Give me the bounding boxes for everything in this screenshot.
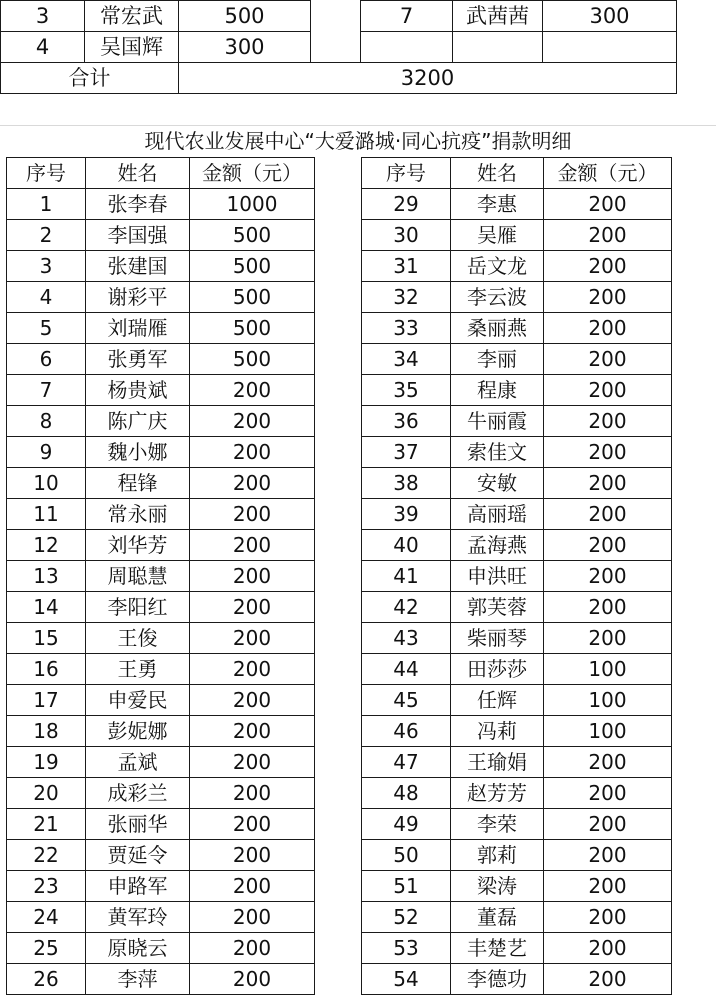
table-row xyxy=(7,716,315,747)
serial-number-cell: 2 xyxy=(7,220,86,251)
serial-number-cell: 34 xyxy=(362,344,451,375)
serial-number-cell: 39 xyxy=(362,499,451,530)
name-cell: 申爱民 xyxy=(86,685,190,716)
serial-number-cell: 6 xyxy=(7,344,86,375)
table-row xyxy=(7,189,315,220)
column-header: 序号 xyxy=(362,158,451,189)
name-cell: 李丽 xyxy=(451,344,544,375)
donation-table-left xyxy=(6,157,315,995)
name-cell: 武茜茜 xyxy=(453,1,543,32)
serial-number-cell: 32 xyxy=(362,282,451,313)
serial-number-cell: 42 xyxy=(362,592,451,623)
serial-number-cell: 41 xyxy=(362,561,451,592)
serial-number-cell: 15 xyxy=(7,623,86,654)
table-row xyxy=(7,499,315,530)
column-header: 姓名 xyxy=(86,158,190,189)
table-row xyxy=(362,964,672,995)
amount-cell: 200 xyxy=(544,406,672,437)
table-row xyxy=(362,499,672,530)
amount-cell: 200 xyxy=(190,375,315,406)
amount-cell: 100 xyxy=(544,685,672,716)
amount-cell: 200 xyxy=(544,964,672,995)
previous-donation-table xyxy=(0,0,677,94)
table-row xyxy=(7,220,315,251)
table-row xyxy=(7,809,315,840)
amount-cell: 500 xyxy=(190,220,315,251)
serial-number-cell: 51 xyxy=(362,871,451,902)
serial-number-cell: 4 xyxy=(1,32,85,63)
serial-number-cell: 25 xyxy=(7,933,86,964)
serial-number-cell: 5 xyxy=(7,313,86,344)
amount-cell: 200 xyxy=(544,375,672,406)
amount-cell: 200 xyxy=(544,468,672,499)
name-cell: 常永丽 xyxy=(86,499,190,530)
table-row xyxy=(362,747,672,778)
name-cell: 谢彩平 xyxy=(86,282,190,313)
amount-cell: 200 xyxy=(190,933,315,964)
amount-cell: 200 xyxy=(544,189,672,220)
name-cell: 郭莉 xyxy=(451,840,544,871)
serial-number-cell: 17 xyxy=(7,685,86,716)
name-cell: 柴丽琴 xyxy=(451,623,544,654)
serial-number-cell: 35 xyxy=(362,375,451,406)
table-row xyxy=(7,406,315,437)
name-cell: 申路军 xyxy=(86,871,190,902)
table-row xyxy=(7,964,315,995)
table-row xyxy=(7,313,315,344)
name-cell: 黄军玲 xyxy=(86,902,190,933)
name-cell: 张建国 xyxy=(86,251,190,282)
column-header: 序号 xyxy=(7,158,86,189)
serial-number-cell: 18 xyxy=(7,716,86,747)
header-row xyxy=(362,158,672,189)
name-cell: 周聪慧 xyxy=(86,561,190,592)
name-cell: 张李春 xyxy=(86,189,190,220)
name-cell: 任辉 xyxy=(451,685,544,716)
amount-cell: 200 xyxy=(190,871,315,902)
serial-number-cell: 26 xyxy=(7,964,86,995)
amount-cell: 200 xyxy=(544,623,672,654)
table-row xyxy=(7,778,315,809)
name-cell: 程锋 xyxy=(86,468,190,499)
name-cell: 刘瑞雁 xyxy=(86,313,190,344)
table-row xyxy=(7,747,315,778)
table-row xyxy=(362,375,672,406)
table-row xyxy=(362,871,672,902)
total-value: 3200 xyxy=(179,63,677,94)
name-cell: 李惠 xyxy=(451,189,544,220)
table-row xyxy=(7,282,315,313)
name-cell: 彭妮娜 xyxy=(86,716,190,747)
serial-number-cell: 23 xyxy=(7,871,86,902)
name-cell: 孟海燕 xyxy=(451,530,544,561)
serial-number-cell: 31 xyxy=(362,251,451,282)
name-cell: 桑丽燕 xyxy=(451,313,544,344)
serial-number-cell: 33 xyxy=(362,313,451,344)
table-row xyxy=(362,716,672,747)
table-row xyxy=(362,406,672,437)
table-row xyxy=(362,189,672,220)
amount-cell: 200 xyxy=(190,437,315,468)
amount-cell: 200 xyxy=(190,747,315,778)
amount-cell: 200 xyxy=(544,902,672,933)
column-header: 金额（元） xyxy=(190,158,315,189)
amount-cell: 300 xyxy=(543,1,677,32)
amount-cell: 500 xyxy=(190,313,315,344)
table-row xyxy=(362,220,672,251)
serial-number-cell: 3 xyxy=(1,1,85,32)
name-cell: 高丽瑶 xyxy=(451,499,544,530)
name-cell: 陈广庆 xyxy=(86,406,190,437)
serial-number-cell: 45 xyxy=(362,685,451,716)
serial-number-cell: 49 xyxy=(362,809,451,840)
amount-cell: 500 xyxy=(179,1,311,32)
serial-number-cell: 7 xyxy=(361,1,453,32)
serial-number-cell: 29 xyxy=(362,189,451,220)
table-row xyxy=(362,251,672,282)
table-row xyxy=(362,840,672,871)
serial-number-cell: 20 xyxy=(7,778,86,809)
amount-cell: 200 xyxy=(544,809,672,840)
table-row xyxy=(362,282,672,313)
name-cell: 王俊 xyxy=(86,623,190,654)
amount-cell: 500 xyxy=(190,282,315,313)
name-cell: 赵芳芳 xyxy=(451,778,544,809)
amount-cell: 200 xyxy=(544,530,672,561)
serial-number-cell: 4 xyxy=(7,282,86,313)
serial-number-cell: 19 xyxy=(7,747,86,778)
amount-cell: 200 xyxy=(190,654,315,685)
serial-number-cell: 13 xyxy=(7,561,86,592)
amount-cell: 200 xyxy=(190,406,315,437)
amount-cell: 200 xyxy=(190,561,315,592)
amount-cell: 300 xyxy=(179,32,311,63)
serial-number-cell: 1 xyxy=(7,189,86,220)
table-row xyxy=(362,809,672,840)
name-cell: 魏小娜 xyxy=(86,437,190,468)
amount-cell: 200 xyxy=(190,592,315,623)
amount-cell: 200 xyxy=(544,313,672,344)
serial-number-cell: 52 xyxy=(362,902,451,933)
amount-cell: 500 xyxy=(190,251,315,282)
name-cell: 王勇 xyxy=(86,654,190,685)
total-row xyxy=(1,63,677,94)
serial-number-cell: 50 xyxy=(362,840,451,871)
table-row xyxy=(7,933,315,964)
table-row xyxy=(362,437,672,468)
serial-number-cell: 37 xyxy=(362,437,451,468)
column-header: 姓名 xyxy=(451,158,544,189)
serial-number-cell: 16 xyxy=(7,654,86,685)
name-cell: 成彩兰 xyxy=(86,778,190,809)
serial-number-cell: 14 xyxy=(7,592,86,623)
amount-cell: 100 xyxy=(544,654,672,685)
amount-cell: 200 xyxy=(190,499,315,530)
amount-cell: 500 xyxy=(190,344,315,375)
name-cell: 梁涛 xyxy=(451,871,544,902)
amount-cell: 200 xyxy=(190,468,315,499)
amount-cell: 200 xyxy=(544,437,672,468)
empty-grid-row xyxy=(0,95,716,126)
name-cell: 张丽华 xyxy=(86,809,190,840)
name-cell: 田莎莎 xyxy=(451,654,544,685)
serial-number-cell: 22 xyxy=(7,840,86,871)
table-row xyxy=(7,871,315,902)
amount-cell: 200 xyxy=(544,344,672,375)
table-row xyxy=(1,32,677,63)
table-row xyxy=(362,623,672,654)
amount-cell: 200 xyxy=(190,530,315,561)
table-row xyxy=(362,685,672,716)
name-cell: 牛丽霞 xyxy=(451,406,544,437)
name-cell: 安敏 xyxy=(451,468,544,499)
table-row xyxy=(362,468,672,499)
table-row xyxy=(7,344,315,375)
serial-number-cell: 9 xyxy=(7,437,86,468)
amount-cell xyxy=(543,32,677,63)
serial-number-cell: 46 xyxy=(362,716,451,747)
amount-cell: 200 xyxy=(190,716,315,747)
amount-cell: 1000 xyxy=(190,189,315,220)
serial-number-cell: 12 xyxy=(7,530,86,561)
table-row xyxy=(362,902,672,933)
serial-number-cell xyxy=(361,32,453,63)
serial-number-cell: 38 xyxy=(362,468,451,499)
serial-number-cell: 54 xyxy=(362,964,451,995)
amount-cell: 100 xyxy=(544,716,672,747)
table-row xyxy=(7,685,315,716)
table-row xyxy=(362,654,672,685)
name-cell: 郭芙蓉 xyxy=(451,592,544,623)
table-row xyxy=(362,933,672,964)
amount-cell: 200 xyxy=(544,933,672,964)
table-row xyxy=(1,1,677,32)
serial-number-cell: 48 xyxy=(362,778,451,809)
amount-cell: 200 xyxy=(544,778,672,809)
serial-number-cell: 3 xyxy=(7,251,86,282)
amount-cell: 200 xyxy=(544,282,672,313)
name-cell: 常宏武 xyxy=(85,1,179,32)
table-row xyxy=(7,561,315,592)
amount-cell: 200 xyxy=(544,561,672,592)
name-cell: 申洪旺 xyxy=(451,561,544,592)
serial-number-cell: 53 xyxy=(362,933,451,964)
name-cell: 程康 xyxy=(451,375,544,406)
name-cell: 王瑜娟 xyxy=(451,747,544,778)
table-row xyxy=(7,902,315,933)
amount-cell: 200 xyxy=(544,251,672,282)
serial-number-cell: 8 xyxy=(7,406,86,437)
table-row xyxy=(7,468,315,499)
amount-cell: 200 xyxy=(190,964,315,995)
amount-cell: 200 xyxy=(544,840,672,871)
amount-cell: 200 xyxy=(190,685,315,716)
serial-number-cell: 40 xyxy=(362,530,451,561)
table-caption: 现代农业发展中心“大爱潞城·同心抗疫”捐款明细 xyxy=(144,129,572,153)
table-row xyxy=(362,592,672,623)
amount-cell: 200 xyxy=(544,871,672,902)
name-cell: 岳文龙 xyxy=(451,251,544,282)
amount-cell: 200 xyxy=(544,220,672,251)
table-row xyxy=(7,840,315,871)
serial-number-cell: 43 xyxy=(362,623,451,654)
name-cell: 贾延令 xyxy=(86,840,190,871)
table-row xyxy=(7,251,315,282)
header-row xyxy=(7,158,315,189)
total-label: 合计 xyxy=(1,63,179,94)
amount-cell: 200 xyxy=(190,902,315,933)
name-cell: 李荣 xyxy=(451,809,544,840)
name-cell: 吴国辉 xyxy=(85,32,179,63)
table-row xyxy=(362,313,672,344)
serial-number-cell: 47 xyxy=(362,747,451,778)
serial-number-cell: 21 xyxy=(7,809,86,840)
name-cell: 刘华芳 xyxy=(86,530,190,561)
name-cell: 董磊 xyxy=(451,902,544,933)
amount-cell: 200 xyxy=(544,747,672,778)
serial-number-cell: 24 xyxy=(7,902,86,933)
name-cell: 张勇军 xyxy=(86,344,190,375)
name-cell: 李萍 xyxy=(86,964,190,995)
amount-cell: 200 xyxy=(190,809,315,840)
serial-number-cell: 7 xyxy=(7,375,86,406)
serial-number-cell: 44 xyxy=(362,654,451,685)
serial-number-cell: 11 xyxy=(7,499,86,530)
name-cell xyxy=(453,32,543,63)
table-row xyxy=(362,778,672,809)
table-row xyxy=(7,375,315,406)
column-gap xyxy=(311,32,361,63)
name-cell: 李德功 xyxy=(451,964,544,995)
name-cell: 李阳红 xyxy=(86,592,190,623)
name-cell: 吴雁 xyxy=(451,220,544,251)
amount-cell: 200 xyxy=(190,778,315,809)
name-cell: 杨贵斌 xyxy=(86,375,190,406)
serial-number-cell: 36 xyxy=(362,406,451,437)
name-cell: 原晓云 xyxy=(86,933,190,964)
table-row xyxy=(362,561,672,592)
table-row xyxy=(7,592,315,623)
serial-number-cell: 10 xyxy=(7,468,86,499)
name-cell: 李云波 xyxy=(451,282,544,313)
column-gap xyxy=(311,1,361,32)
name-cell: 李国强 xyxy=(86,220,190,251)
name-cell: 索佳文 xyxy=(451,437,544,468)
table-row xyxy=(362,530,672,561)
serial-number-cell: 30 xyxy=(362,220,451,251)
name-cell: 丰楚艺 xyxy=(451,933,544,964)
amount-cell: 200 xyxy=(190,623,315,654)
amount-cell: 200 xyxy=(544,592,672,623)
amount-cell: 200 xyxy=(190,840,315,871)
column-header: 金额（元） xyxy=(544,158,672,189)
table-row xyxy=(7,623,315,654)
amount-cell: 200 xyxy=(544,499,672,530)
name-cell: 孟斌 xyxy=(86,747,190,778)
table-row xyxy=(7,530,315,561)
table-row xyxy=(7,654,315,685)
name-cell: 冯莉 xyxy=(451,716,544,747)
donation-table-right xyxy=(361,157,672,995)
table-row xyxy=(362,344,672,375)
table-row xyxy=(7,437,315,468)
